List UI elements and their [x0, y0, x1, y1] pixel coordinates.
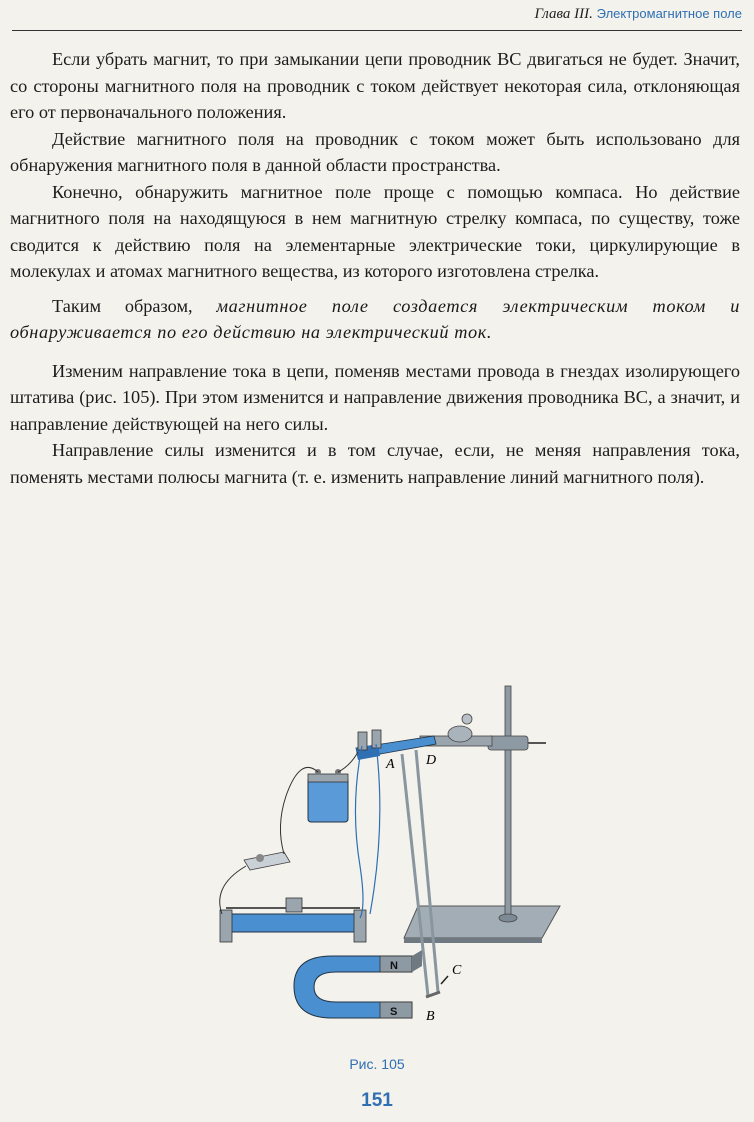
battery-top — [308, 774, 348, 782]
label-s: S — [390, 1006, 398, 1018]
chapter-label: Глава III. — [534, 6, 593, 22]
switch-knob — [256, 854, 264, 862]
label-a: A — [386, 757, 395, 772]
conclusion-paragraph — [10, 293, 740, 346]
switch-key — [244, 852, 290, 870]
wire-5 — [338, 752, 358, 772]
running-header — [535, 6, 742, 23]
paragraph-5: Направление силы изменится и в том случае, если, не меняя направления тока, поменять местами полюсы магнита (т. е. изменить направление линий магнитного поля). — [10, 440, 740, 487]
wire-2 — [370, 744, 380, 914]
paragraph-2: Действие магнитного поля на проводник с током может быть использовано для обнаружения магнитного поля в данной области пространства. — [10, 128, 740, 175]
page-number: 151 — [361, 1090, 393, 1111]
label-d: D — [426, 753, 437, 768]
rheostat-slider — [286, 898, 302, 912]
arm-knob — [448, 726, 472, 742]
conclusion-emphasis: магнитное поле создается электрическим током и обнаруживается по его действию на электрический ток. — [10, 295, 740, 342]
terminal-post-1 — [358, 732, 367, 750]
body-text — [10, 46, 740, 490]
wing-nut — [462, 714, 472, 724]
paragraph-3: Конечно, обнаружить магнитное поле проще с помощью компаса. Но действие магнитного поля на находящуюся в нем магнитную стрелку компаса, по существу, тоже сводится к действию поля на элементарные электрические токи, циркулирующие в молекулах и атомах магнитного вещества, из которого изготовлена стрелка. — [10, 181, 740, 281]
rod-foot — [499, 914, 517, 922]
wire-1 — [355, 746, 363, 918]
paragraph-4: Изменим направление тока в цепи, поменяв местами провода в гнездах изолирующего штатива (рис. 105). При этом изменится и направление движения проводника ВС, а значит, и направление действующей на него силы. — [10, 360, 740, 434]
label-c: C — [452, 963, 462, 978]
battery — [308, 778, 348, 822]
stand-base — [404, 906, 560, 938]
label-n: N — [390, 960, 398, 972]
chapter-topic: Электромагнитное поле — [596, 6, 742, 21]
label-b: B — [426, 1009, 435, 1024]
force-mark — [441, 976, 448, 984]
clamp-block — [488, 736, 528, 750]
magnet-top-edge — [412, 950, 422, 972]
header-rule — [12, 30, 742, 31]
rheostat-end-left — [220, 910, 232, 942]
rheostat-end-right — [354, 910, 366, 942]
stand-base-edge — [404, 938, 542, 943]
figure-caption: Рис. 105 — [349, 1056, 405, 1072]
paragraph-1: Если убрать магнит, то при замыкании цепи проводник ВС двигаться не будет. Значит, со стороны магнитного поля на проводник с током действует некоторая сила, отклоняющая его от первоначального положения. — [10, 49, 740, 122]
stand-rod — [505, 686, 511, 918]
conclusion-lead: Таким образом, — [52, 295, 193, 316]
wire-4 — [220, 866, 246, 914]
rheostat — [230, 914, 356, 932]
figure-105-apparatus — [190, 656, 570, 1036]
